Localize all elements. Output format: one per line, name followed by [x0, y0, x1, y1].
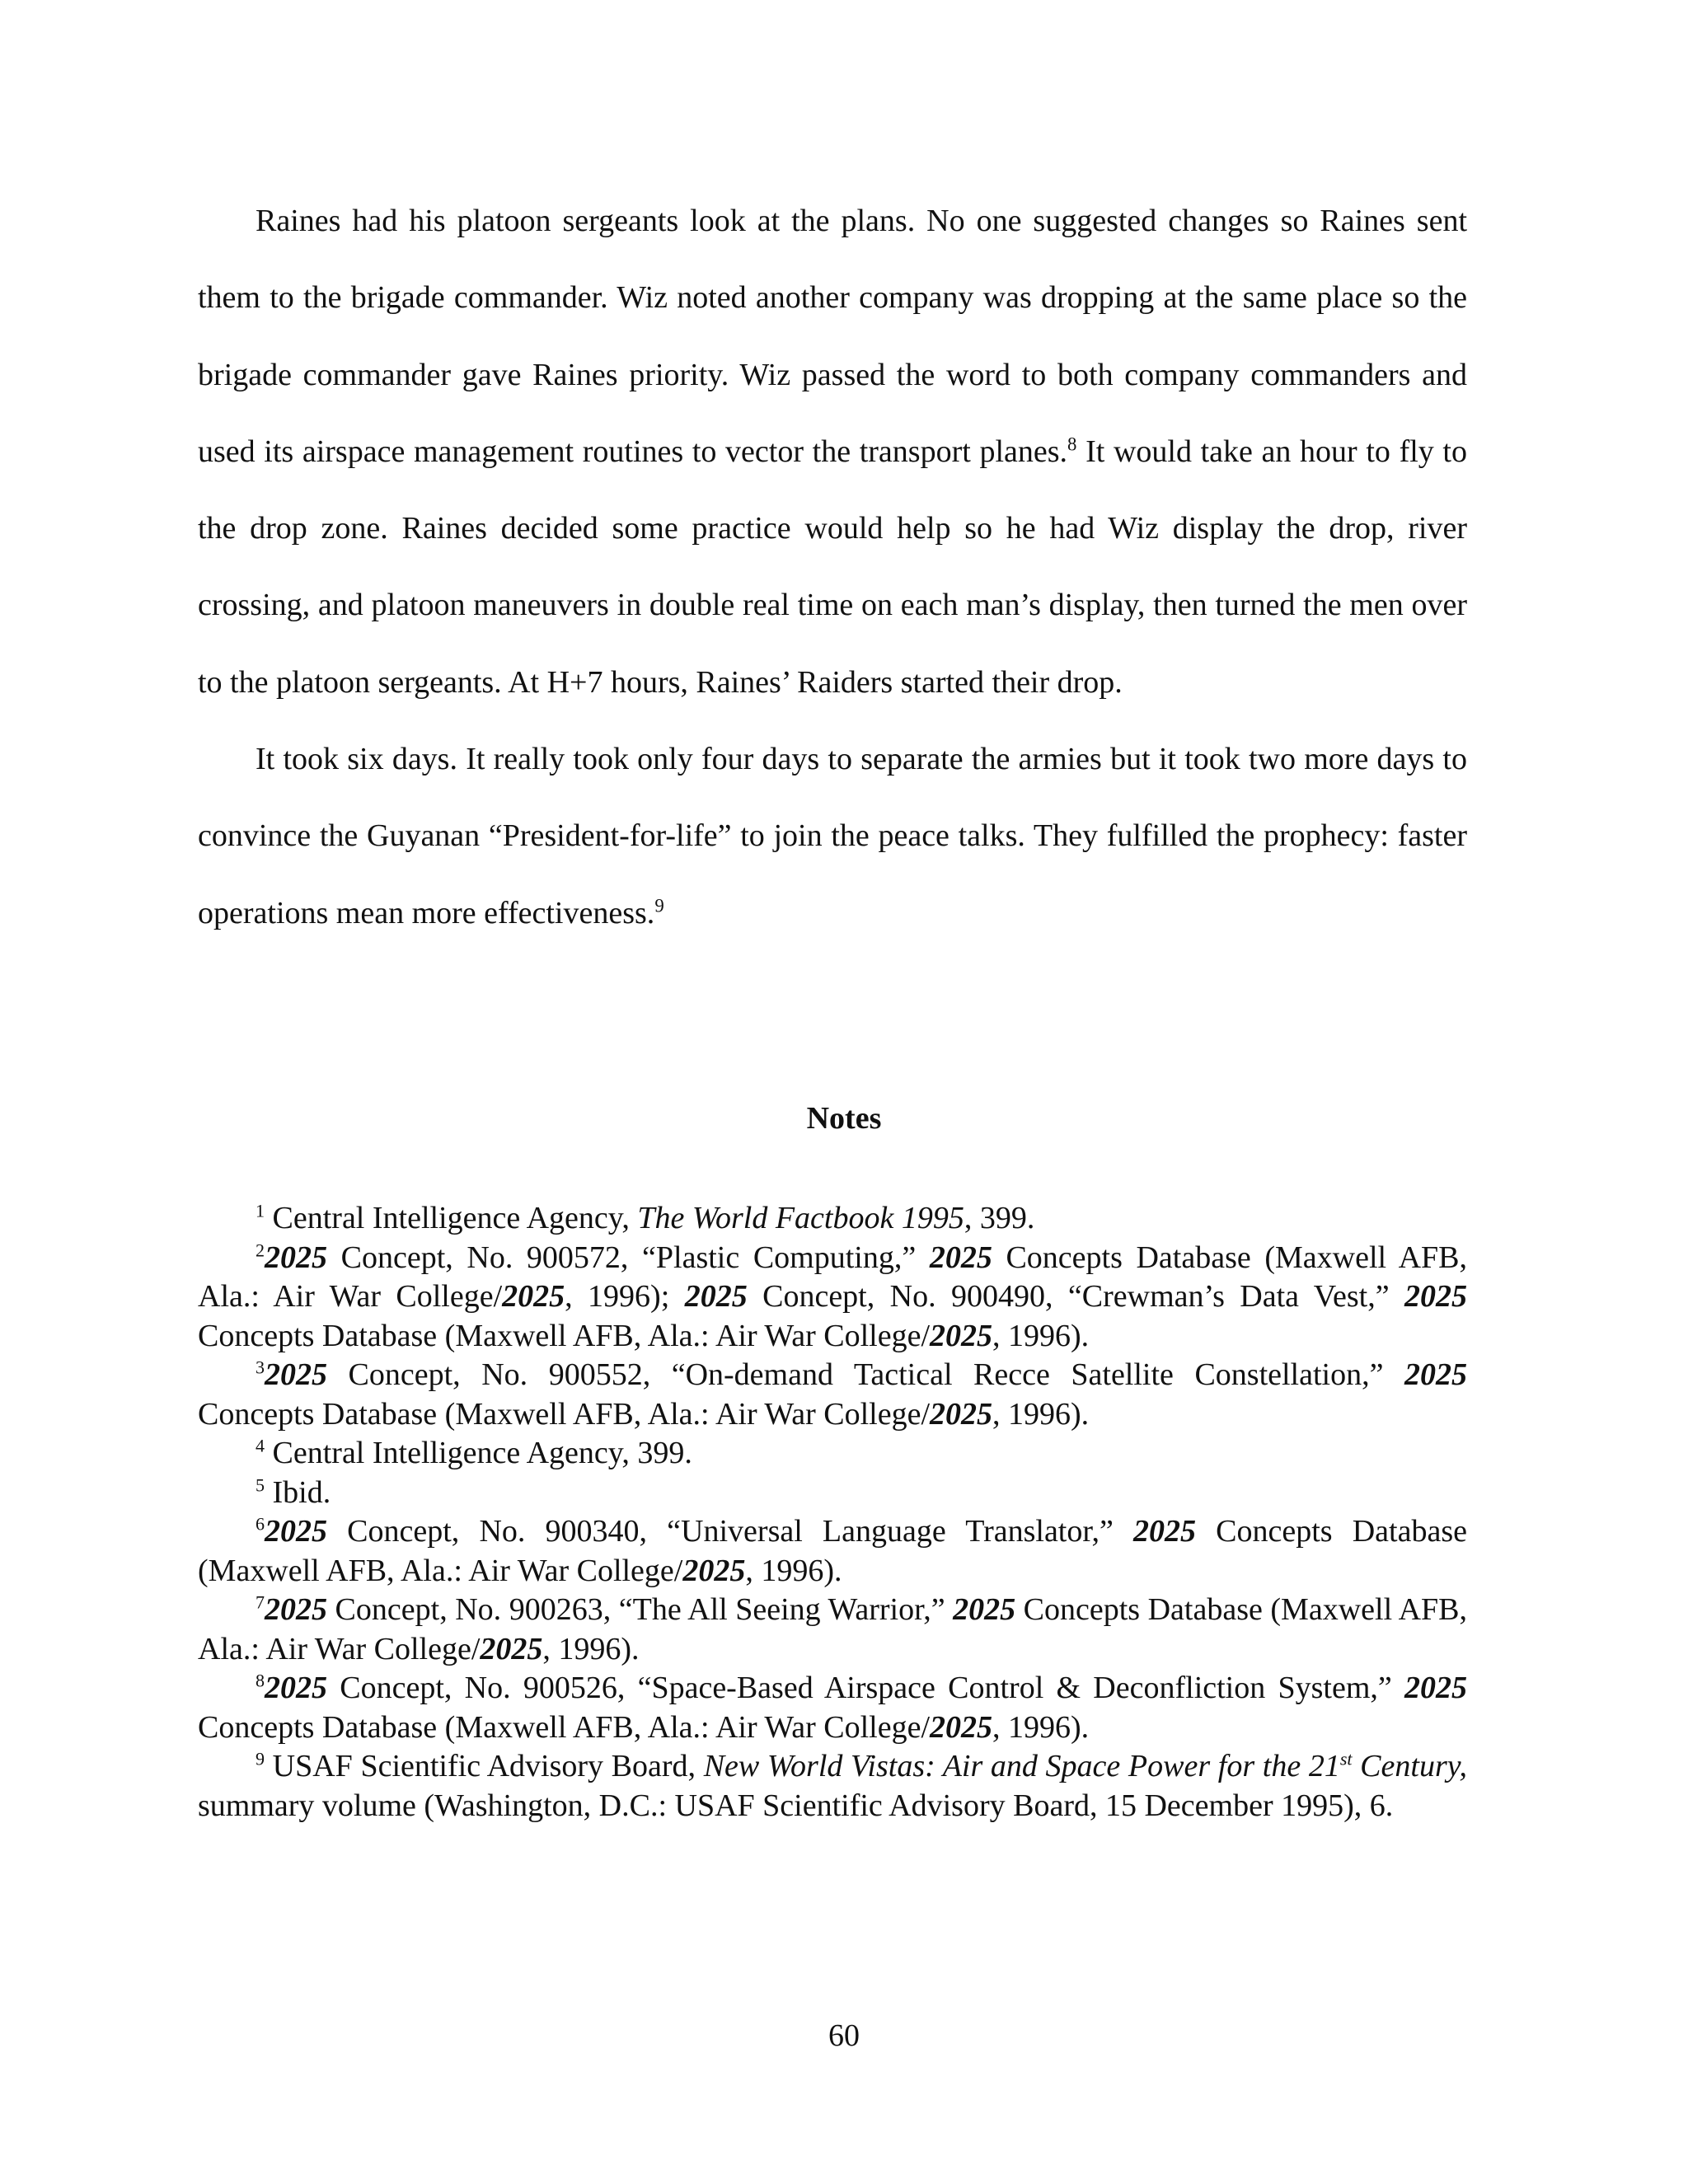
page-number: 60 [828, 2018, 860, 2053]
note-title: New World Vistas: Air and Space Power for the 21 [703, 1749, 1340, 1783]
note-9 [198, 1747, 1467, 1825]
note-title: The World Factbook 1995 [637, 1201, 964, 1235]
body-text [198, 183, 1467, 952]
note-text: Concept, No. 900340, “Universal Language Translator,” [327, 1514, 1134, 1549]
note-text: USAF Scientific Advisory Board, [265, 1749, 704, 1783]
year-emphasis: 2025 [265, 1592, 328, 1627]
year-emphasis: 2025 [265, 1240, 328, 1275]
note-text: Concepts Database (Maxwell AFB, Ala.: Air War College/ [198, 1318, 931, 1353]
paragraph-2 [198, 721, 1467, 952]
year-emphasis: 2025 [1404, 1357, 1467, 1392]
note-number: 1 [256, 1200, 265, 1221]
year-emphasis: 2025 [682, 1553, 746, 1588]
note-text: , 399. [964, 1201, 1035, 1235]
year-emphasis: 2025 [1404, 1279, 1467, 1314]
note-text: , 1996). [542, 1631, 640, 1666]
note-7 [198, 1591, 1467, 1669]
paragraph-1 [198, 183, 1467, 721]
note-text: , 1996). [992, 1318, 1090, 1353]
notes-list [198, 1199, 1467, 1825]
note-text: , 1996); [565, 1279, 685, 1314]
note-5 [198, 1474, 1467, 1513]
note-number: 4 [256, 1435, 265, 1456]
note-number: 9 [256, 1748, 265, 1769]
paragraph-1-text-b: It would take an hour to fly to the drop zone. Raines decided some practice would help so he had Wiz display the drop, river crossing, and platoon maneuvers in double real time on each man’s display, then turned the men over to the platoon sergeants. At H+7 hours, Raines’ Raiders started their drop. [198, 434, 1467, 700]
note-number: 2 [256, 1239, 265, 1260]
year-emphasis: 2025 [930, 1709, 993, 1745]
note-text: Concept, No. 900572, “Plastic Computing,” [327, 1240, 930, 1275]
note-text: Concept, No. 900552, “On-demand Tactical Recce Satellite Constellation,” [327, 1357, 1404, 1392]
year-emphasis: 2025 [1404, 1671, 1467, 1705]
footnote-ref-9: 9 [654, 895, 664, 916]
year-emphasis: 2025 [265, 1514, 328, 1549]
note-text: , 1996). [992, 1709, 1090, 1745]
note-6 [198, 1512, 1467, 1591]
note-text: Concept, No. 900263, “The All Seeing Warrior,” [327, 1592, 954, 1627]
note-3 [198, 1356, 1467, 1434]
note-text: summary volume (Washington, D.C.: USAF Scientific Advisory Board, 15 December 1995), 6. [198, 1788, 1394, 1823]
year-emphasis: 2025 [684, 1279, 748, 1314]
year-emphasis: 2025 [265, 1357, 328, 1392]
year-emphasis: 2025 [930, 1396, 993, 1432]
year-emphasis: 2025 [265, 1671, 328, 1705]
notes-heading: Notes [806, 1101, 882, 1136]
note-number: 3 [256, 1357, 265, 1378]
note-text: Concepts Database (Maxwell AFB, Ala.: Air War College/ [198, 1396, 931, 1432]
note-1 [198, 1199, 1467, 1239]
note-text: Central Intelligence Agency, 399. [265, 1436, 692, 1470]
note-text: Concept, No. 900490, “Crewman’s Data Vest,” [747, 1279, 1404, 1314]
note-text: , 1996). [992, 1396, 1090, 1432]
note-title-superscript: st [1339, 1748, 1353, 1769]
note-text: Central Intelligence Agency, [265, 1201, 638, 1235]
note-text: Concepts Database (Maxwell AFB, Ala.: Air War College/ [198, 1514, 1467, 1588]
note-title: Century, [1352, 1749, 1467, 1783]
note-text: Ibid. [265, 1474, 331, 1510]
year-emphasis: 2025 [502, 1279, 565, 1314]
footnote-ref-8: 8 [1067, 434, 1077, 455]
year-emphasis: 2025 [1133, 1514, 1197, 1549]
note-4 [198, 1434, 1467, 1474]
year-emphasis: 2025 [930, 1318, 993, 1353]
note-text: , 1996). [745, 1553, 842, 1588]
note-number: 5 [256, 1474, 265, 1495]
paragraph-2-text: It took six days. It really took only four days to separate the armies but it took two more days to convince the Guyanan “President-for-life” to join the peace talks. They fulfilled the prophecy: faster operations mean more effectiveness. [198, 742, 1467, 930]
year-emphasis: 2025 [480, 1631, 543, 1666]
note-number: 7 [256, 1591, 265, 1613]
note-number: 6 [256, 1513, 265, 1535]
note-text: Concepts Database (Maxwell AFB, Ala.: Air War College/ [198, 1709, 931, 1745]
paragraph-1-text-a: Raines had his platoon sergeants look at the plans. No one suggested changes so Raines sent them to the brigade commander. Wiz noted another company was dropping at the same place so the brigade commander gave Raines priority. Wiz passed the word to both company commanders and used its airspace management routines to vector the transport planes. [198, 204, 1467, 469]
note-text: Concept, No. 900526, “Space-Based Airspace Control & Deconfliction System,” [327, 1671, 1404, 1705]
note-8 [198, 1669, 1467, 1747]
note-number: 8 [256, 1670, 265, 1691]
year-emphasis: 2025 [929, 1240, 992, 1275]
note-text: Concepts Database (Maxwell AFB, Ala.: Air War College/ [198, 1240, 1467, 1314]
note-2 [198, 1239, 1467, 1357]
note-text: Concepts Database (Maxwell AFB, Ala.: Air War College/ [198, 1592, 1467, 1666]
year-emphasis: 2025 [953, 1592, 1016, 1627]
